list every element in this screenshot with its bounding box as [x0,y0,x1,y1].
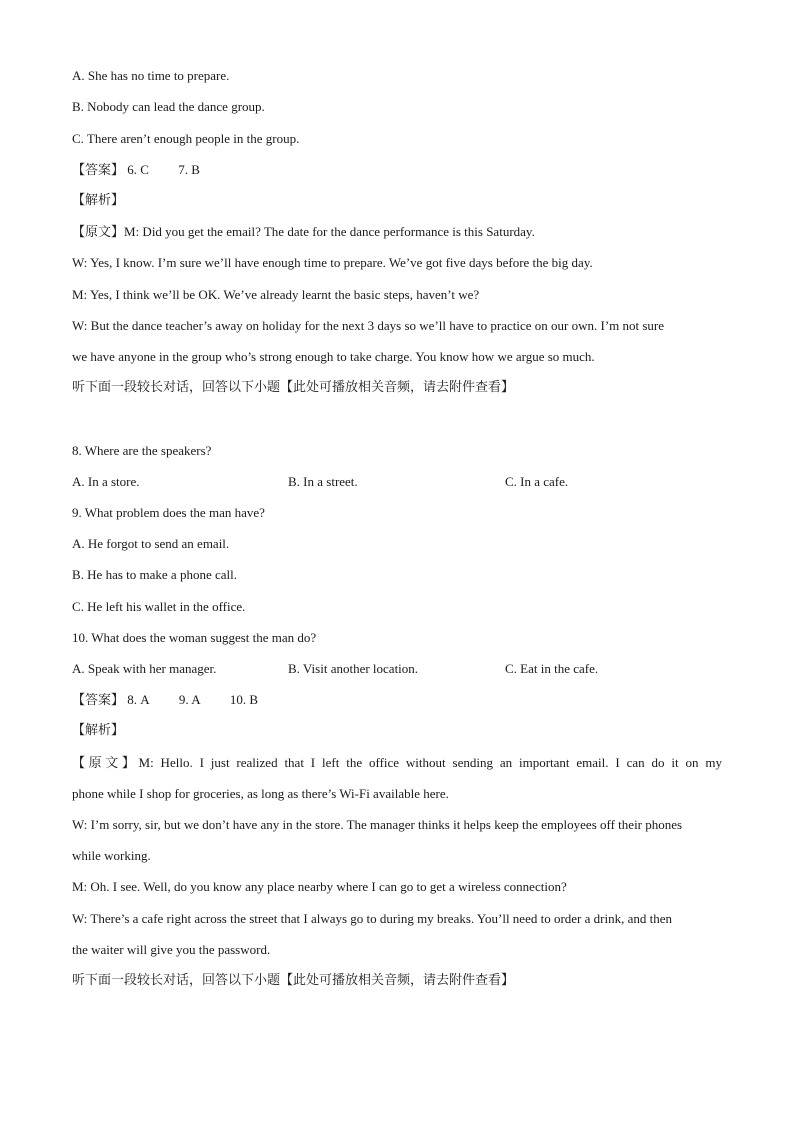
listening-instruction: 听下面一段较长对话，回答以下小题【此处可播放相关音频，请去附件查看】 [72,973,515,988]
option-b: B. Nobody can lead the dance group. [72,99,265,114]
transcript-line: M: Yes, I think we’ll be OK. We’ve already learnt the basic steps, haven’t we? [72,287,480,302]
question-10-options [72,661,722,677]
q9-option-a: A. He forgot to send an email. [72,536,230,551]
answer-label: 【答案】 [72,693,125,708]
q9-option-c: C. He left his wallet in the office. [72,599,246,614]
q10-option-b: B. Visit another location. [288,661,419,676]
transcript-line: W: I’m sorry, sir, but we don’t have any in the store. The manager thinks it helps keep the employees off their phones [72,817,683,832]
transcript-line: 【原文】M: Did you get the email? The date for the dance performance is this Saturday. [72,224,535,240]
transcript-line: W: There’s a cafe right across the street that I always go to during my breaks. You’ll need to order a drink, and then [72,911,672,926]
answer-6: 6. C [127,162,149,177]
transcript-line: phone while I shop for groceries, as long as there’s Wi-Fi available here. [72,786,449,801]
answer-9: 9. A [178,692,201,707]
transcript-line: W: But the dance teacher’s away on holiday for the next 3 days so we’ll have to practice on our own. I’m not sure [72,318,665,333]
q8-option-b: B. In a street. [288,474,358,489]
option-a: A. She has no time to prepare. [72,68,230,83]
answer-8: 8. A [127,692,150,707]
q8-option-a: A. In a store. [72,474,140,489]
question-8-options [72,474,722,490]
transcript-line: we have anyone in the group who’s strong enough to take charge. You know how we argue so much. [72,349,595,364]
transcript-label: 【原文】 [72,756,139,771]
answer-label: 【答案】 [72,163,125,178]
q10-option-c: C. Eat in the cafe. [505,661,599,676]
q10-option-a: A. Speak with her manager. [72,661,217,676]
transcript-line: while working. [72,848,151,863]
transcript-line: 【原文】M: Hello. I just realized that I left the office without sending an important email. I can do it on my [72,755,722,771]
question-8: 8. Where are the speakers? [72,443,212,458]
transcript-line: M: Oh. I see. Well, do you know any place nearby where I can go to get a wireless connection? [72,879,567,894]
answer-row [72,692,258,709]
analysis-label: 【解析】 [72,723,125,738]
transcript-line: W: Yes, I know. I’m sure we’ll have enough time to prepare. We’ve got five days before the big day. [72,255,593,270]
analysis-label: 【解析】 [72,193,125,208]
answer-7: 7. B [178,162,200,177]
question-10: 10. What does the woman suggest the man do? [72,630,317,645]
answer-10: 10. B [229,692,258,707]
listening-instruction: 听下面一段较长对话，回答以下小题【此处可播放相关音频，请去附件查看】 [72,380,515,395]
transcript-label: 【原文】 [72,225,125,240]
option-c: C. There aren’t enough people in the group. [72,131,300,146]
q9-option-b: B. He has to make a phone call. [72,567,237,582]
transcript-line: the waiter will give you the password. [72,942,271,957]
question-9: 9. What problem does the man have? [72,505,265,520]
q8-option-c: C. In a cafe. [505,474,569,489]
answer-row [72,162,200,179]
